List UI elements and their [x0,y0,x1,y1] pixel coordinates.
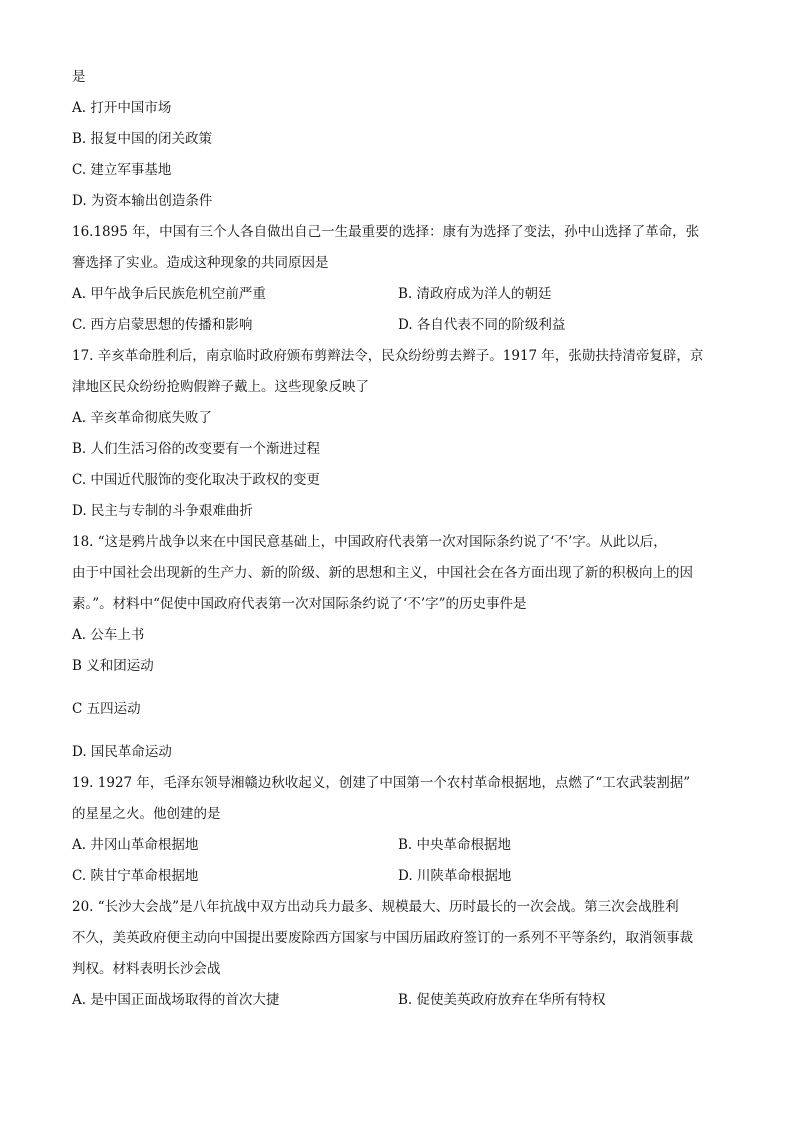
question-18-stem-cont: 素。”。材料中“促使中国政府代表第一次对国际条约说了‘不’字”的历史事件是 [72,596,527,612]
option-b: B. 人们生活习俗的改变要有一个渐进过程 [72,441,321,457]
option-c: C. 建立军事基地 [72,162,172,178]
option-d: D. 为资本输出创造条件 [72,193,213,209]
spacer [72,682,724,694]
question-18-stem: 18. “这是鸦片战争以来在中国民意基础上，中国政府代表第一次对国际条约说了‘不’字。从此以后， [72,534,667,550]
question-16-options-row2 [72,310,724,341]
option-a: A. 是中国正面战场取得的首次大捷 [72,992,280,1008]
question-20-stem: 20. “长沙大会战”是八年抗战中双方出动兵力最多、规模最大、历时最长的一次会战。第三次会战胜利 [72,899,679,915]
question-19-stem-cont: 的星星之火。他创建的是 [72,806,221,822]
option-d: D. 民主与专制的斗争艰难曲折 [72,503,253,519]
option-b: B. 报复中国的闭关政策 [72,131,213,147]
option-a: A. 公车上书 [72,627,145,643]
option-d: D. 各自代表不同的阶级利益 [398,317,566,333]
option-c: C 五四运动 [72,701,141,717]
option-a: A. 甲午战争后民族危机空前严重 [72,286,266,302]
option-a: A. 辛亥革命彻底失败了 [72,410,212,426]
option-c: C. 西方启蒙思想的传播和影响 [72,317,253,333]
option-c: C. 陕甘宁革命根据地 [72,868,199,884]
question-20-stem-cont: 判权。材料表明长沙会战 [72,961,221,977]
option-b: B 义和团运动 [72,658,154,674]
spacer [72,725,724,737]
question-19-options-row2 [72,861,724,892]
option-d: D. 川陕革命根据地 [398,868,512,884]
question-20-stem-cont: 不久，美英政府便主动向中国提出要废除西方国家与中国历届政府签订的一系列不平等条约，取消领事裁 [72,930,693,946]
question-19-stem: 19. 1927 年，毛泽东领导湘赣边秋收起义，创建了中国第一个农村革命根据地，点燃了“工农武装割据” [72,775,691,791]
option-c: C. 中国近代服饰的变化取决于政权的变更 [72,472,320,488]
question-20-options-row1 [72,985,724,1016]
text-line: 是 [72,69,86,85]
option-a: A. 打开中国市场 [72,100,172,116]
document-page [72,62,724,1016]
question-19-options-row1 [72,830,724,861]
option-a: A. 井冈山革命根据地 [72,837,199,853]
option-b: B. 清政府成为洋人的朝廷 [398,286,552,302]
option-d: D. 国民革命运动 [72,744,172,760]
question-16-stem: 16.1895 年，中国有三个人各自做出自己一生最重要的选择：康有为选择了变法，孙中山选择了革命，张 [72,224,700,240]
question-16-stem-cont: 謇选择了实业。造成这种现象的共同原因是 [72,255,329,271]
option-b: B. 促使美英政府放弃在华所有特权 [398,992,606,1008]
question-17-stem: 17. 辛亥革命胜利后，南京临时政府颁布剪辫法令，民众纷纷剪去辫子。1917 年，张勋扶持清帝复辟，京 [72,348,704,364]
question-17-stem-cont: 津地区民众纷纷抢购假辫子戴上。这些现象反映了 [72,379,369,395]
question-16-options-row1 [72,279,724,310]
option-b: B. 中央革命根据地 [398,837,512,853]
question-18-stem-cont: 由于中国社会出现新的生产力、新的阶级、新的思想和主义，中国社会在各方面出现了新的积极向上的因 [72,565,693,581]
